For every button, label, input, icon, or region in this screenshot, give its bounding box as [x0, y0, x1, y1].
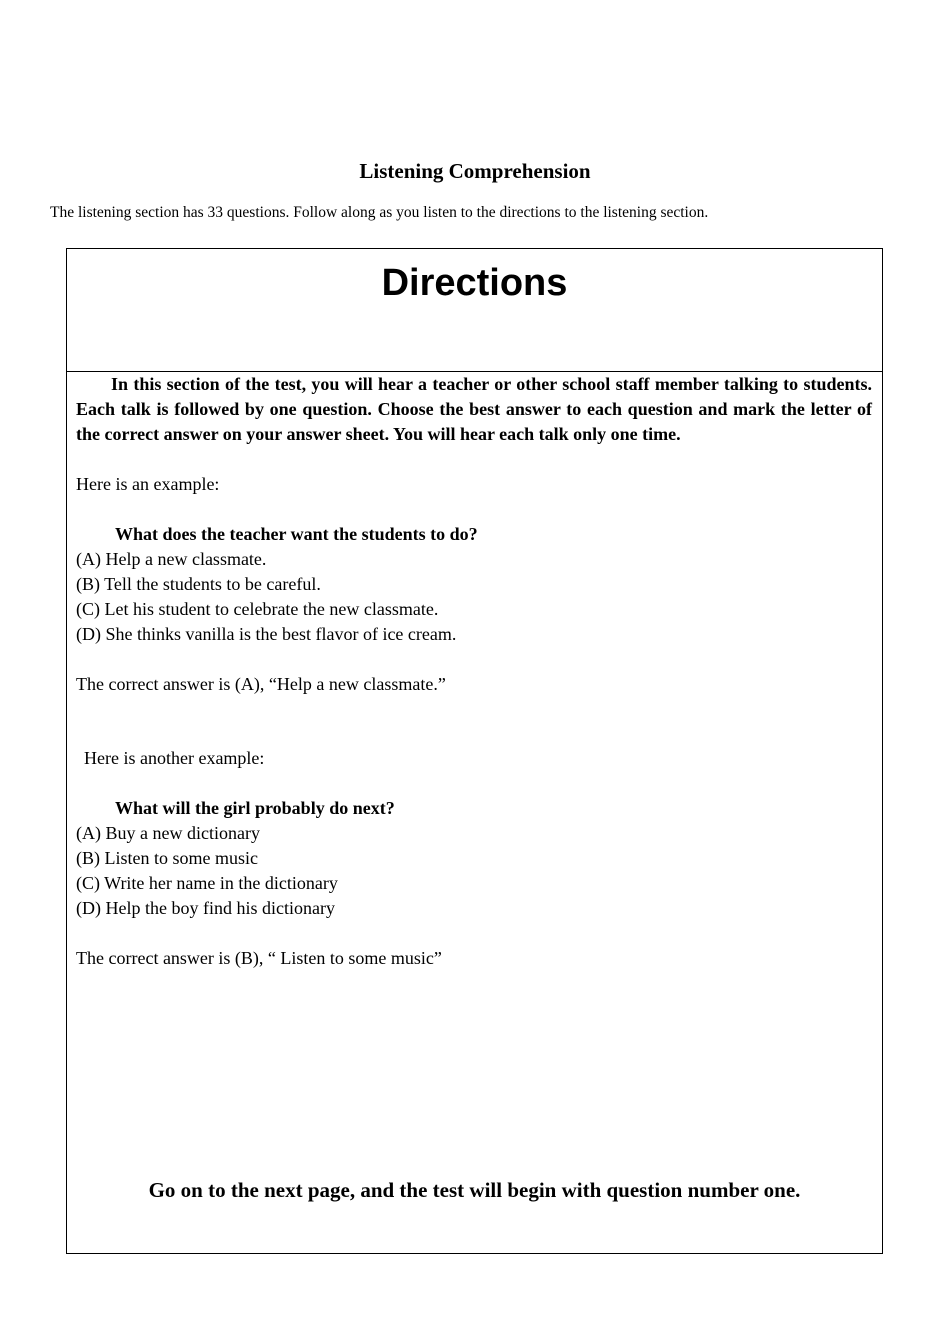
example-1-option-d: (D) She thinks vanilla is the best flavor of ice cream. [76, 624, 457, 644]
example-2-option-c: (C) Write her name in the dictionary [76, 873, 338, 893]
closing-instruction: Go on to the next page, and the test will begin with question number one. [148, 1178, 801, 1202]
directions-box [66, 248, 883, 1254]
directions-body [67, 372, 882, 971]
example-2-lead: Here is another example: [84, 748, 265, 768]
example-1-question: What does the teacher want the students to do? [115, 524, 478, 544]
example-2-question: What will the girl probably do next? [115, 798, 395, 818]
directions-title: Directions [381, 262, 568, 304]
intro-text: The listening section has 33 questions. Follow along as you listen to the directions to the listening section. [50, 204, 709, 221]
example-2-option-d: (D) Help the boy find his dictionary [76, 898, 335, 918]
example-1-option-a: (A) Help a new classmate. [76, 549, 267, 569]
page-title: Listening Comprehension [359, 159, 591, 183]
directions-header [67, 249, 882, 372]
example-1-answer: The correct answer is (A), “Help a new classmate.” [76, 674, 446, 694]
example-2-option-a: (A) Buy a new dictionary [76, 823, 260, 843]
instructions-text: In this section of the test, you will hear a teacher or other school staff member talking to students. Each talk is followed by one question. Choose the best answer to each question and mark the letter of the correct answer on your answer sheet. You will hear each talk only one time. [76, 374, 872, 444]
example-1-lead: Here is an example: [76, 474, 220, 494]
example-2-answer: The correct answer is (B), “ Listen to some music” [76, 948, 442, 968]
example-2-option-b: (B) Listen to some music [76, 848, 258, 868]
example-1-option-c: (C) Let his student to celebrate the new classmate. [76, 599, 439, 619]
example-1-option-b: (B) Tell the students to be careful. [76, 574, 321, 594]
